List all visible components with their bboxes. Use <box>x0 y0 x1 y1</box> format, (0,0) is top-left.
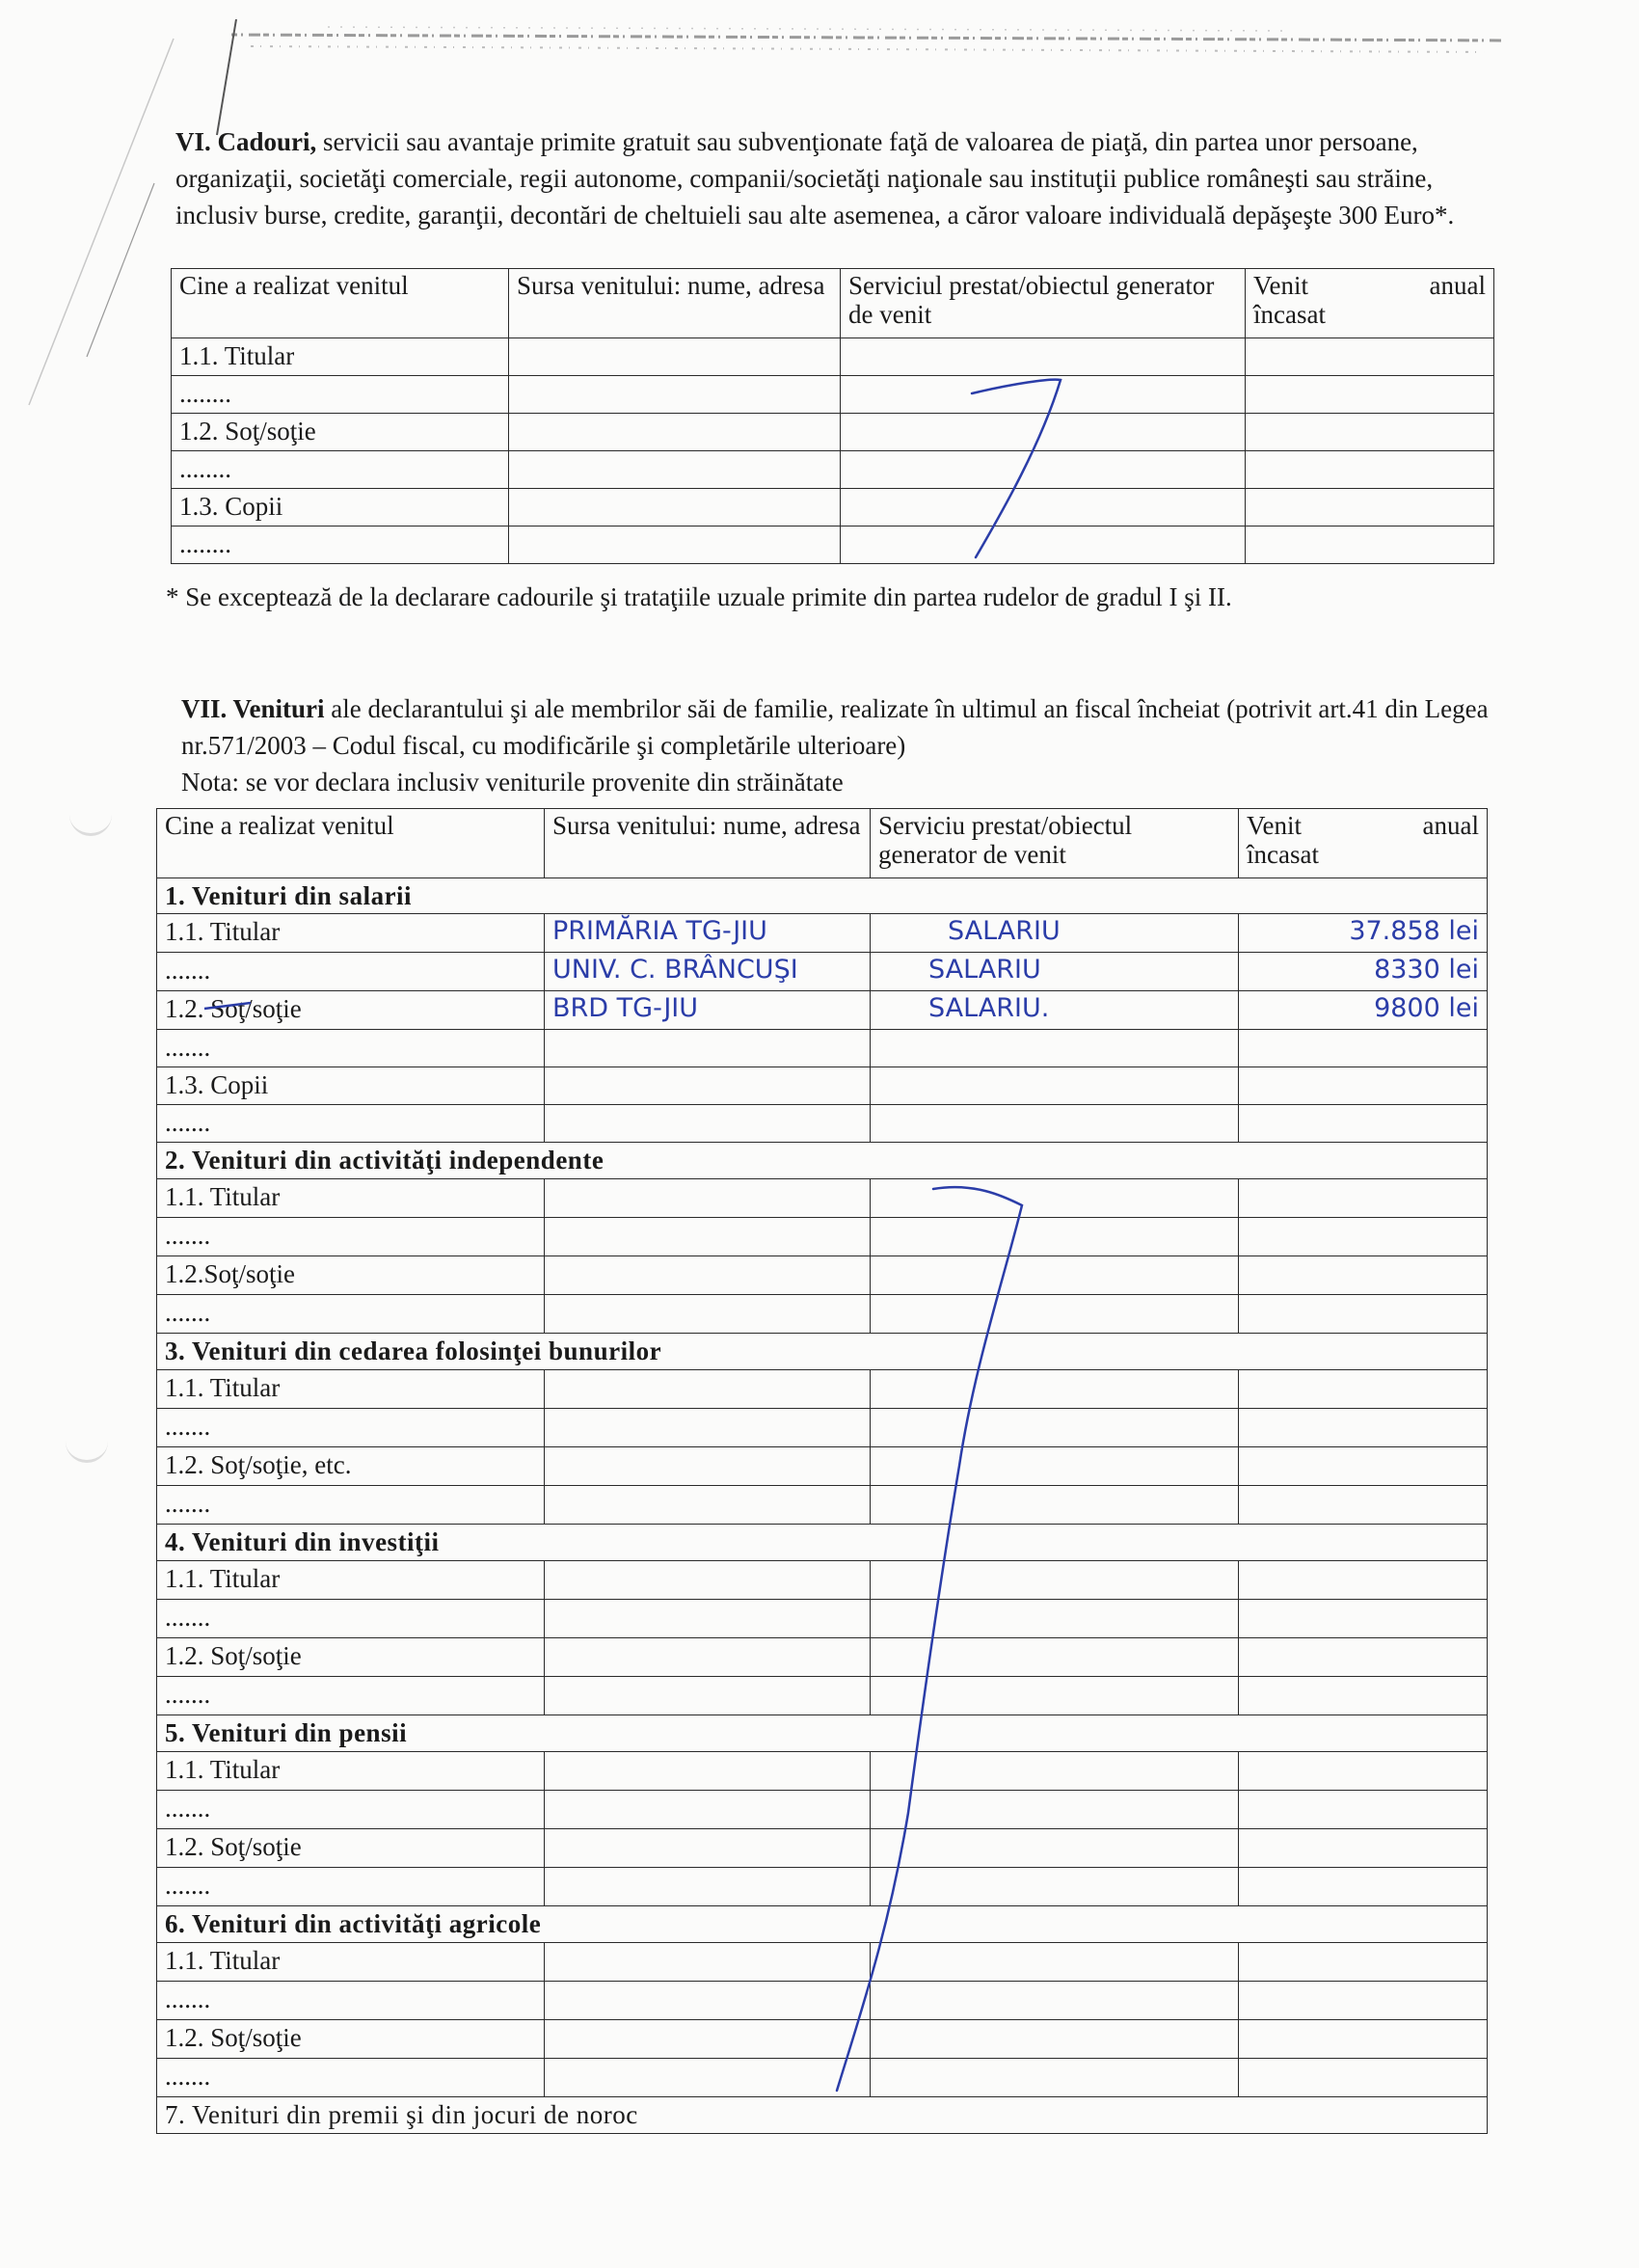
table-row: 1.2.Soţ/soţie <box>157 1256 1488 1295</box>
punch-hole <box>69 810 112 836</box>
table-row: ........ <box>172 376 1494 414</box>
table-header <box>157 809 1488 878</box>
section-row <box>157 1715 1488 1752</box>
header-source: Sursa venitului: nume, adresa <box>509 269 841 338</box>
table-row: ....... <box>157 1868 1488 1906</box>
table-row: ....... <box>157 1600 1488 1638</box>
table-row: 1.2. Soţ/soţie BRD TG-JIU SALARIU. 9800 lei <box>157 991 1488 1030</box>
table-row: ....... <box>157 1677 1488 1715</box>
header-who: Cine a realizat venitul <box>157 809 545 878</box>
section-row <box>157 878 1488 914</box>
handwritten-income: 8330 lei <box>1239 953 1488 991</box>
table-row: 1.1. Titular <box>157 1943 1488 1982</box>
table-row: ........ <box>172 526 1494 564</box>
table-row: 1.2. Soţ/soţie <box>157 2020 1488 2059</box>
handwritten-service: SALARIU <box>871 914 1239 953</box>
section-row <box>157 2097 1488 2134</box>
handwritten-service: SALARIU <box>871 953 1239 991</box>
section-6-footnote: * Se exceptează de la declarare cadourile şi trataţiile uzuale primite din partea rudelor de gradul I şi II. <box>166 582 1232 611</box>
investment-section-title: 4. Venituri din investiţii <box>157 1525 1488 1561</box>
property-section-title: 3. Venituri din cedarea folosinţei bunurilor <box>157 1334 1488 1370</box>
scan-noise <box>231 17 1504 75</box>
table-row: ....... <box>157 1486 1488 1525</box>
section-7-label: VII. Venituri <box>181 694 325 723</box>
section-6-heading <box>175 123 1487 233</box>
table-row: 1.1. Titular <box>172 338 1494 376</box>
section-7-note: Nota: se vor declara inclusiv veniturile provenite din străinătate <box>181 768 844 796</box>
section-row <box>157 1334 1488 1370</box>
handwritten-income: 37.858 lei <box>1239 914 1488 953</box>
table-row: ........ <box>172 451 1494 489</box>
header-source: Sursa venitului: nume, adresa <box>545 809 871 878</box>
independent-section-title: 2. Venituri din activităţi independente <box>157 1143 1488 1179</box>
header-income: Venit anual încasat <box>1239 809 1488 878</box>
table-row: 1.3. Copii <box>157 1067 1488 1105</box>
table-row: 1.3. Copii <box>172 489 1494 526</box>
table-row: ....... <box>157 1218 1488 1256</box>
handwritten-service: SALARIU. <box>871 991 1239 1030</box>
table-row: ....... <box>157 1105 1488 1143</box>
table-row: 1.2. Soţ/soţie <box>157 1829 1488 1868</box>
table-header <box>172 269 1494 338</box>
header-service: Serviciu prestat/obiectul generator de venit <box>871 809 1239 878</box>
table-row: 1.2. Soţ/soţie, etc. <box>157 1447 1488 1486</box>
section-6-label: VI. Cadouri, <box>175 127 317 156</box>
punch-hole <box>66 1437 108 1463</box>
income-table <box>156 808 1488 2134</box>
section-row <box>157 1906 1488 1943</box>
salary-section-title: 1. Venituri din salarii <box>157 878 1488 914</box>
table-row: ....... <box>157 1791 1488 1829</box>
handwritten-source: BRD TG-JIU <box>545 991 871 1030</box>
header-who: Cine a realizat venitul <box>172 269 509 338</box>
handwritten-source: PRIMĂRIA TG-JIU <box>545 914 871 953</box>
section-7-heading <box>181 690 1492 800</box>
table-row: ....... <box>157 1982 1488 2020</box>
table-row: 1.2. Soţ/soţie <box>157 1638 1488 1677</box>
header-service: Serviciul prestat/obiectul generator de venit <box>841 269 1246 338</box>
handwritten-income: 9800 lei <box>1239 991 1488 1030</box>
table-row: 1.1. Titular <box>157 1179 1488 1218</box>
table-row: ....... UNIV. C. BRÂNCUŞI SALARIU 8330 lei <box>157 953 1488 991</box>
section-row <box>157 1143 1488 1179</box>
table-row: 1.1. Titular <box>157 1752 1488 1791</box>
section-6-text: servicii sau avantaje primite gratuit sau subvenţionate faţă de valoarea de piaţă, din partea unor persoane, organizaţii, societăţi comerciale, regii autonome, companii/societăţi naţionale sau instituţii publice româneşti sau străine, inclusiv burse, credite, garanţii, decontări de cheltuieli sau alte asemenea, a căror valoare individuală depăşeşte 300 Euro*. <box>175 127 1455 230</box>
table-row: ....... <box>157 1409 1488 1447</box>
header-income: Venit anual încasat <box>1246 269 1494 338</box>
prizes-section-title: 7. Venituri din premii şi din jocuri de noroc <box>157 2097 1488 2134</box>
table-row: ....... <box>157 1030 1488 1067</box>
gifts-table <box>171 268 1494 564</box>
table-row: ....... <box>157 1295 1488 1334</box>
table-row: ....... <box>157 2059 1488 2097</box>
table-row: 1.2. Soţ/soţie <box>172 414 1494 451</box>
table-row: 1.1. Titular PRIMĂRIA TG-JIU SALARIU 37.858 lei <box>157 914 1488 953</box>
handwritten-source: UNIV. C. BRÂNCUŞI <box>545 953 871 991</box>
table-row: 1.1. Titular <box>157 1370 1488 1409</box>
section-row <box>157 1525 1488 1561</box>
table-row: 1.1. Titular <box>157 1561 1488 1600</box>
pension-section-title: 5. Venituri din pensii <box>157 1715 1488 1752</box>
agricultural-section-title: 6. Venituri din activităţi agricole <box>157 1906 1488 1943</box>
section-7-text: ale declarantului şi ale membrilor săi de familie, realizate în ultimul an fiscal încheiat (potrivit art.41 din Legea nr.571/2003 – Codul fiscal, cu modificările şi completările ulterioare) <box>181 694 1489 760</box>
